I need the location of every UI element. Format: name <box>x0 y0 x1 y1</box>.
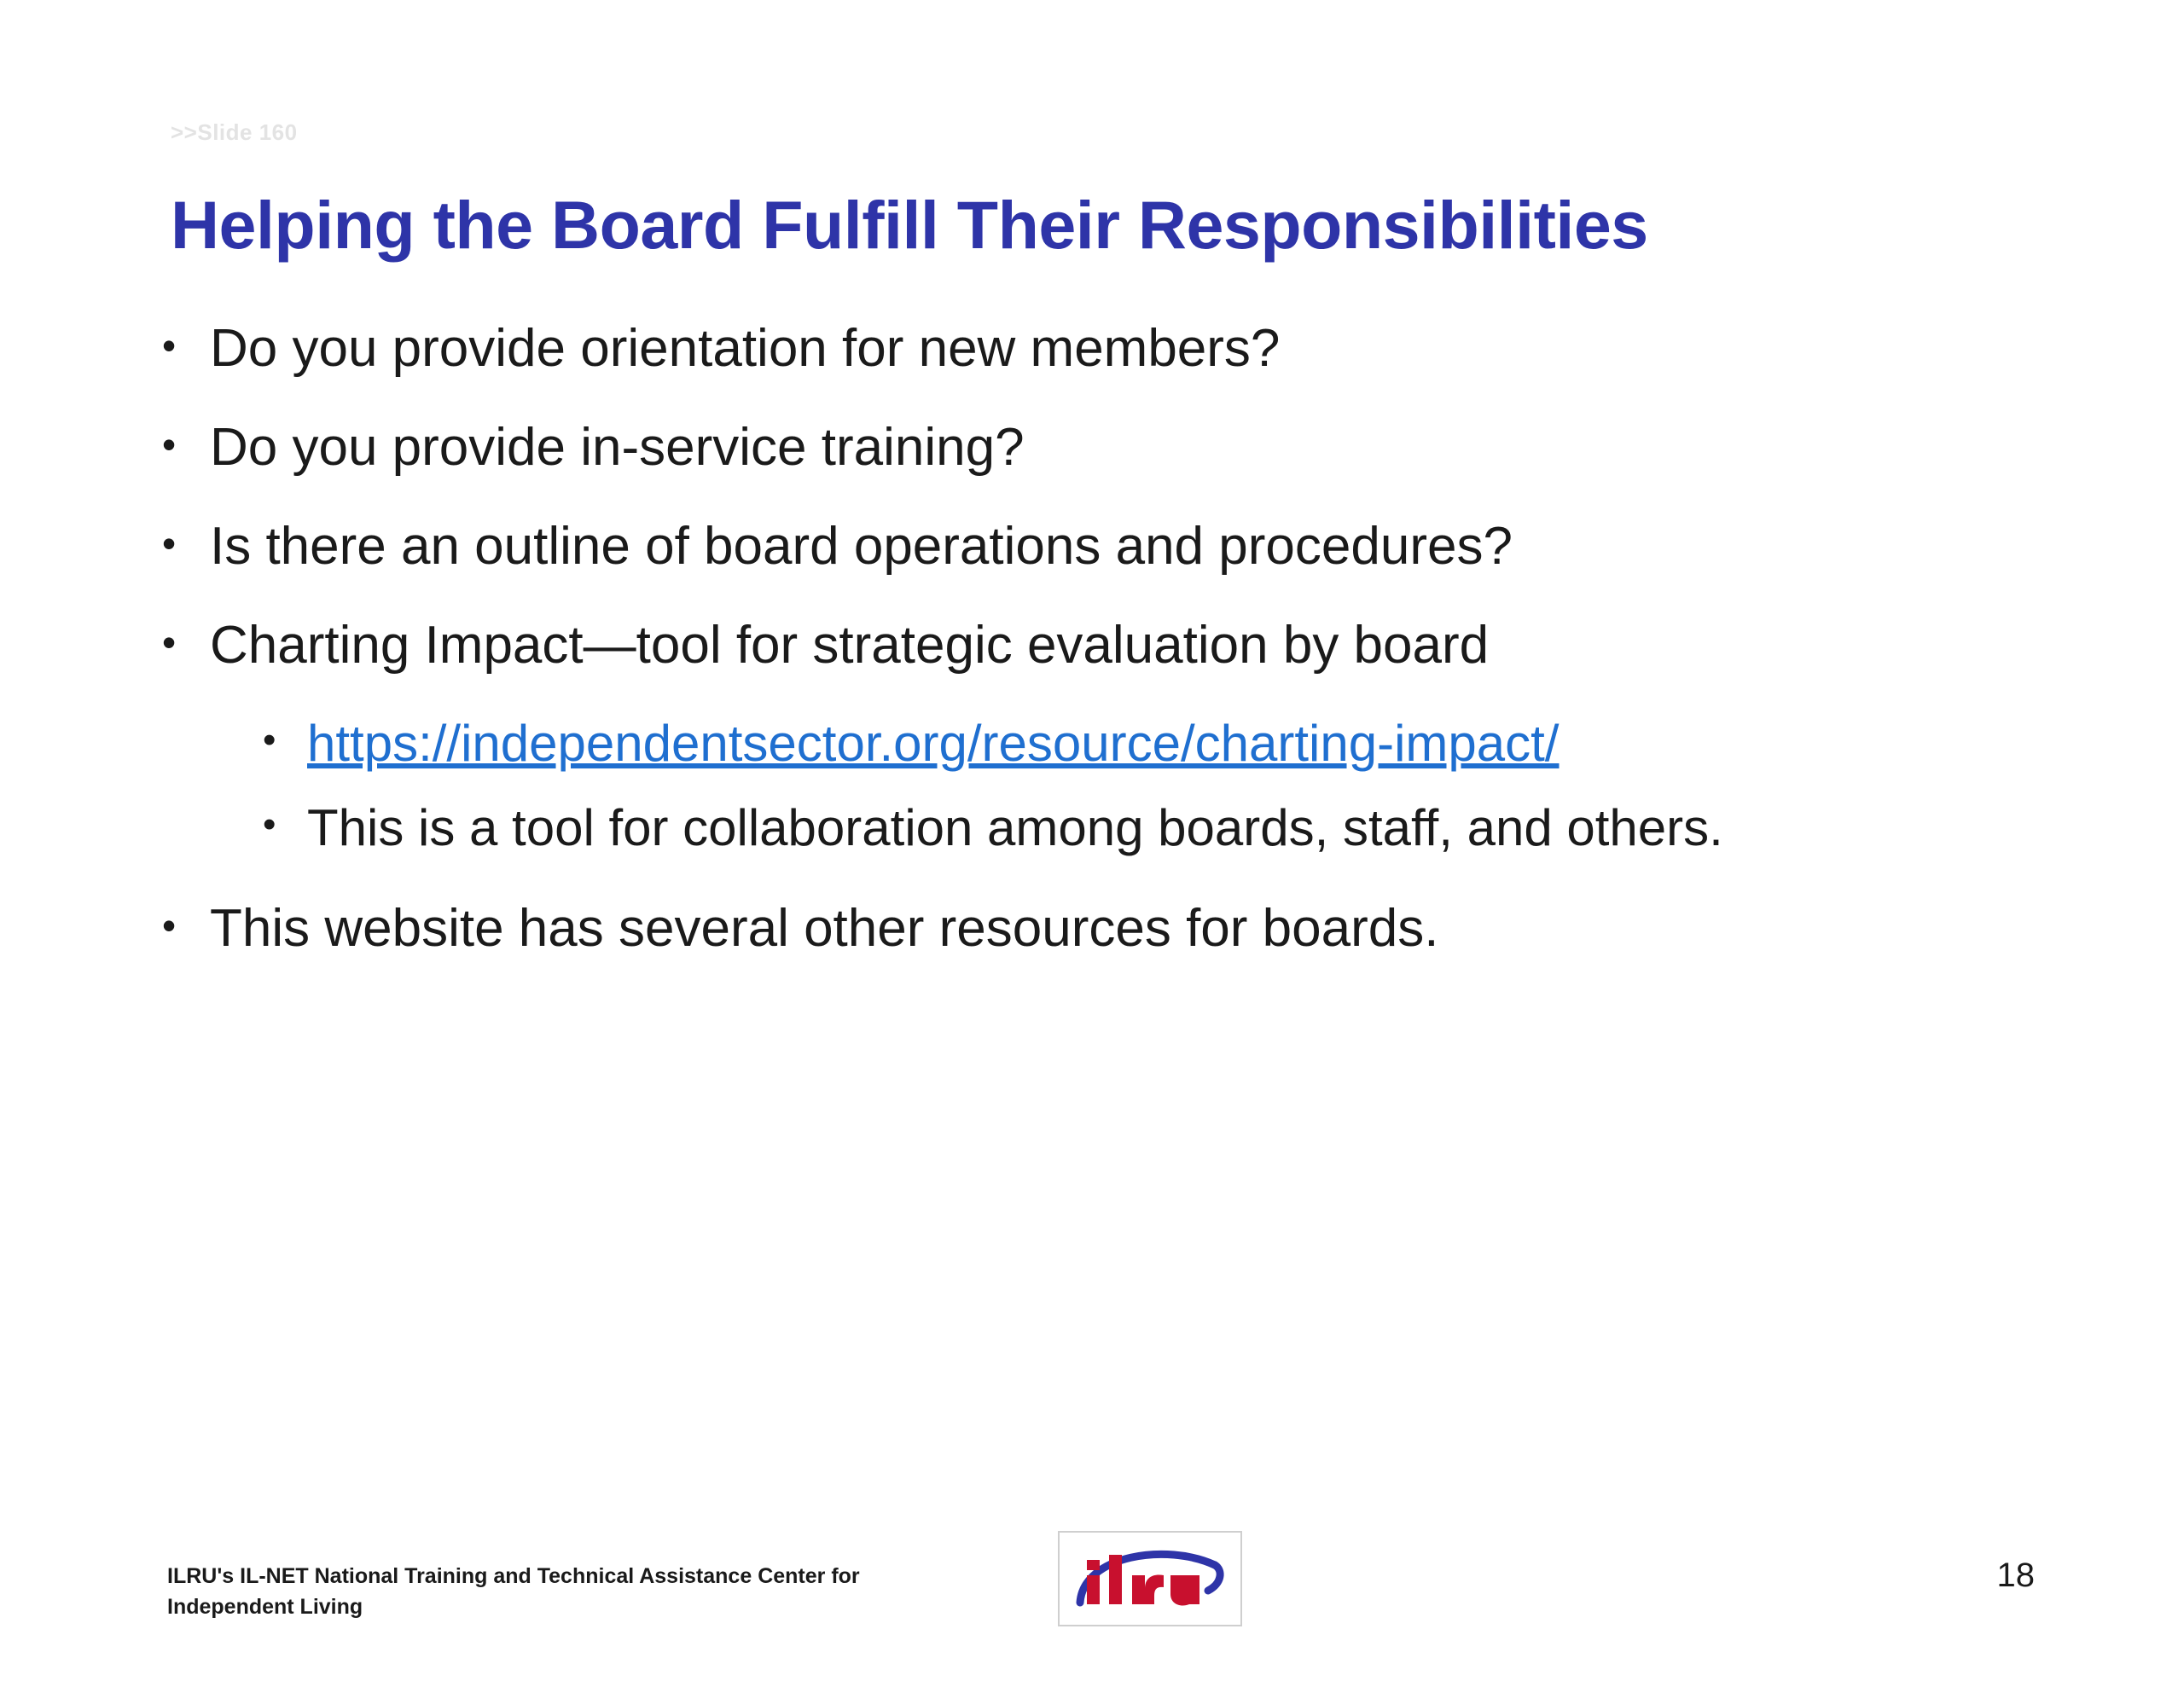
list-item <box>162 316 2056 382</box>
list-item-sub <box>263 711 2056 775</box>
list-item <box>162 896 2056 962</box>
bullet-icon: • <box>162 903 177 948</box>
list-item-text: Is there an outline of board operations and procedures? <box>210 517 1513 577</box>
list-item <box>162 612 2056 679</box>
list-item-text: Charting Impact—tool for strategic evaluation by board <box>210 616 1490 675</box>
list-item-text: Do you provide in-service training? <box>210 418 1025 478</box>
list-item-text: Do you provide orientation for new members? <box>210 319 1281 378</box>
page-number: 18 <box>1996 1557 2035 1594</box>
bullet-icon: • <box>263 719 276 762</box>
list-item <box>162 415 2056 481</box>
bullet-icon: • <box>162 521 177 566</box>
page-title: Helping the Board Fulfill Their Responsibilities <box>171 186 1648 263</box>
bullet-icon: • <box>263 803 276 846</box>
charting-impact-link[interactable]: https://independentsector.org/resource/charting-impact/ <box>307 715 1560 773</box>
ilru-logo-icon <box>1065 1536 1235 1621</box>
bullet-icon: • <box>162 422 177 467</box>
list-item <box>162 513 2056 580</box>
ilru-logo <box>1058 1531 1242 1626</box>
list-item-text: This is a tool for collaboration among boards, staff, and others. <box>307 799 1723 857</box>
bullet-list <box>162 316 2056 995</box>
bullet-icon: • <box>162 323 177 368</box>
footer-organization: ILRU's IL-NET National Training and Technical Assistance Center for Independent Living <box>167 1564 860 1620</box>
bullet-icon: • <box>162 620 177 665</box>
list-item-text: This website has several other resources for boards. <box>210 899 1439 959</box>
slide-marker: >>Slide 160 <box>171 119 298 145</box>
list-item-sub <box>263 796 2056 860</box>
